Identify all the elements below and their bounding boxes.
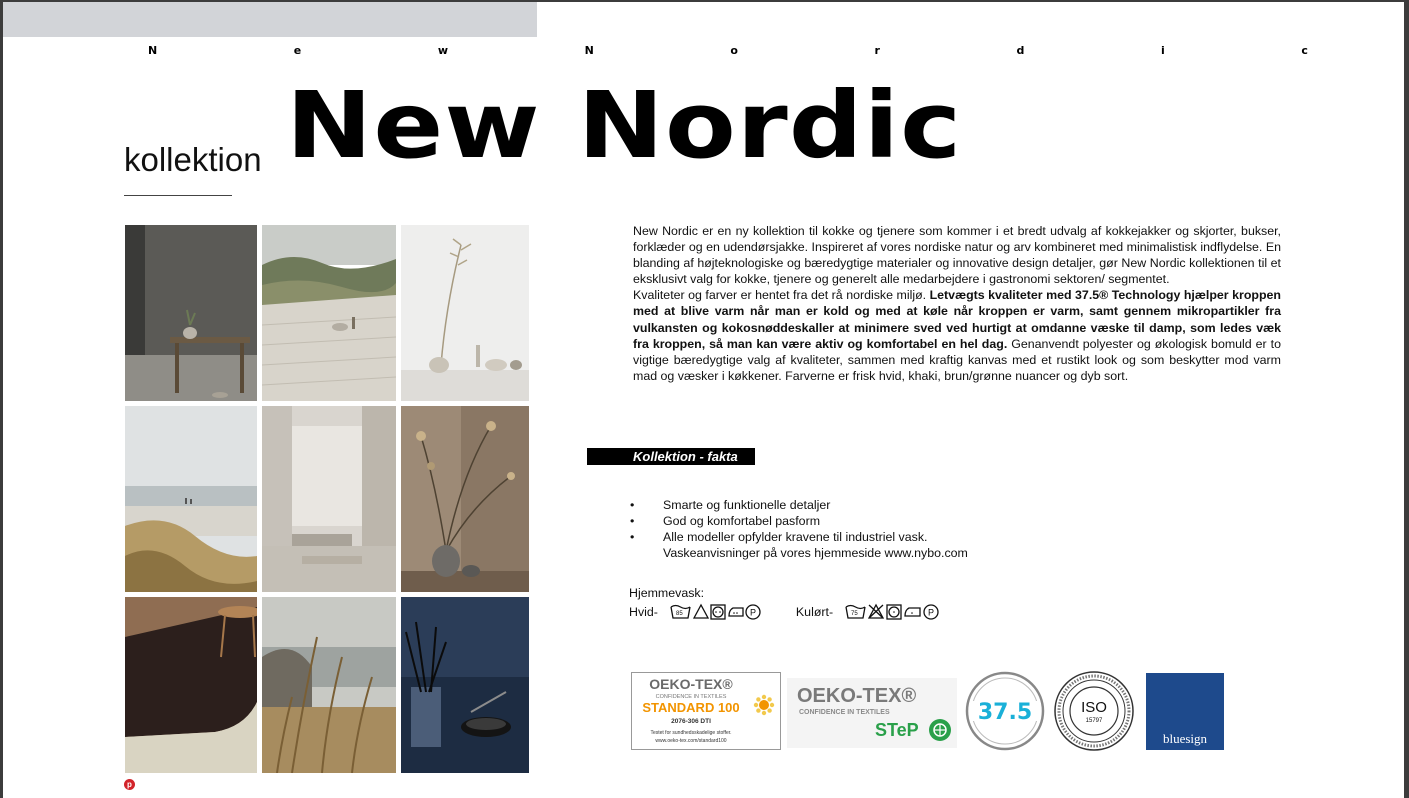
list-item <box>630 529 1230 545</box>
wooden-deck-dunes-photo <box>262 225 396 401</box>
oeko-tex-step-logo <box>787 678 957 753</box>
spaced-letter: N <box>584 44 594 57</box>
list-item <box>630 497 1230 513</box>
color-wash-label: Kulørt- <box>795 605 834 619</box>
bullet: • <box>630 498 635 512</box>
spaced-letter: d <box>1016 44 1025 57</box>
svg-text:75: 75 <box>851 611 858 617</box>
white-wash-label: Hvid- <box>629 605 658 619</box>
tech-375-logo <box>965 670 1045 757</box>
collection-prefix: kollektion <box>124 141 262 178</box>
dried-flowers-vase-photo <box>401 406 529 592</box>
svg-text:CONFIDENCE IN TEXTILES: CONFIDENCE IN TEXTILES <box>799 709 890 716</box>
minimal-room-photo <box>262 406 396 592</box>
svg-text:85: 85 <box>675 611 683 617</box>
pinterest-icon[interactable]: p <box>124 779 135 790</box>
svg-text:15797: 15797 <box>1085 718 1103 724</box>
beach-dunes-photo <box>125 406 257 592</box>
spaced-letter: o <box>730 44 738 57</box>
bullet: • <box>630 530 635 544</box>
collection-description <box>633 223 1281 384</box>
color-care-symbols <box>845 603 957 621</box>
intro-p2-start: Kvaliteter og farver er hentet fra det rå nordiske miljø. <box>633 288 930 303</box>
svg-text:ISO: ISO <box>1081 699 1107 716</box>
list-item <box>630 545 1230 561</box>
home-wash-title: Hjemmevask: <box>629 586 705 600</box>
spaced-letter: r <box>874 44 880 57</box>
fakta-heading-bar <box>587 448 755 465</box>
wooden-table-floor-photo <box>125 597 257 773</box>
catalog-page <box>3 2 1404 798</box>
svg-text:P: P <box>749 607 756 618</box>
intro-p2-highlight: Letvægts kvaliteter med 37.5® Technology hjælper kroppen med at blive varm når man er kold og med at køle når kroppen er varm, samt gennem mikropartikler fra vulkansten og kokosnøddeskaller at minimere sved ved hurtigt at omdanne væske til damp, som ledes væk fra kroppen, så man kan være aktiv og komfortabel en hel dag. <box>633 288 1281 351</box>
fakta-list <box>630 497 1230 561</box>
list-item-text: Alle modeller opfylder kravene til industriel vask. <box>663 530 928 544</box>
wash-symbols-row <box>629 603 957 621</box>
bluesign-logo <box>1146 673 1224 755</box>
spaced-letter: e <box>293 44 302 57</box>
svg-text:STeP: STeP <box>875 720 919 740</box>
fakta-heading: Kollektion - fakta <box>633 449 738 464</box>
svg-text:OEKO-TEX®: OEKO-TEX® <box>797 685 917 707</box>
dried-grass-vase-photo <box>401 225 529 401</box>
heading-divider <box>124 195 232 196</box>
spaced-brand-title <box>148 44 1308 57</box>
spaced-letter: w <box>437 44 449 57</box>
intro-paragraph-1: New Nordic er en ny kollektion til kokke og tjenere som kommer i et bredt udvalg af kokkejakker og skjorter, bukser, forklæder og en udendørsjakke. Inspireret af vores nordiske natur og arv kombineret med minimalistisk indflydelse. En blanding af højteknologiske og bæredygtige materialer og innovative design detaljer, gør New Nordic kollektionen til et eksklusivt valg for kokke, tjenere og generelt alle medarbejdere i gastronomi sektoren/ segmentet. <box>633 224 1281 287</box>
svg-text:37.5: 37.5 <box>977 700 1033 725</box>
list-item <box>630 513 1230 529</box>
mood-photo-grid <box>125 225 529 773</box>
spaced-letter: i <box>1161 44 1165 57</box>
svg-text:STANDARD 100: STANDARD 100 <box>642 700 740 715</box>
spaced-letter: N <box>148 44 158 57</box>
svg-text:CONFIDENCE IN TEXTILES: CONFIDENCE IN TEXTILES <box>655 694 727 700</box>
svg-text:OEKO-TEX®: OEKO-TEX® <box>649 676 733 692</box>
intro-paragraph-2 <box>633 287 1281 384</box>
brand-title: New Nordic <box>286 72 963 179</box>
iso-15797-logo <box>1053 670 1135 757</box>
list-item-text: God og komfortabel pasform <box>663 514 821 528</box>
white-care-symbols <box>670 603 778 621</box>
list-item-text: Smarte og funktionelle detaljer <box>663 498 831 512</box>
list-item-text: Vaskeanvisninger på vores hjemmeside www.nybo.com <box>663 546 968 560</box>
intro-p2-end: Genanvendt polyester og økologisk bomuld er to vigtige bæredygtige valg af kvaliteter, sammen med kraftig kanvas med et rustikt look og som beskytter mod varm mad og væsker i køkkener. Farverne er frisk hvid, khaki, brun/grønne nuancer og dyb sort. <box>633 336 1281 383</box>
care-symbols-icon <box>845 603 957 621</box>
svg-text:2076-306 DTI: 2076-306 DTI <box>671 718 711 725</box>
grass-by-sea-photo <box>262 597 396 773</box>
incense-bowl-photo <box>401 597 529 773</box>
viewer-tab-bar <box>3 2 537 37</box>
svg-text:bluesign: bluesign <box>1162 731 1208 746</box>
interior-wall-table-photo <box>125 225 257 401</box>
svg-text:P: P <box>928 607 935 618</box>
spaced-letter: c <box>1301 44 1308 57</box>
bullet: • <box>630 514 635 528</box>
care-symbols-icon <box>670 603 778 621</box>
svg-text:www.oeko-tex.com/standard100: www.oeko-tex.com/standard100 <box>655 738 727 744</box>
svg-text:Testet for sundhedsskadelige s: Testet for sundhedsskadelige stoffer. <box>650 730 732 736</box>
oeko-tex-standard-logo <box>631 672 781 755</box>
